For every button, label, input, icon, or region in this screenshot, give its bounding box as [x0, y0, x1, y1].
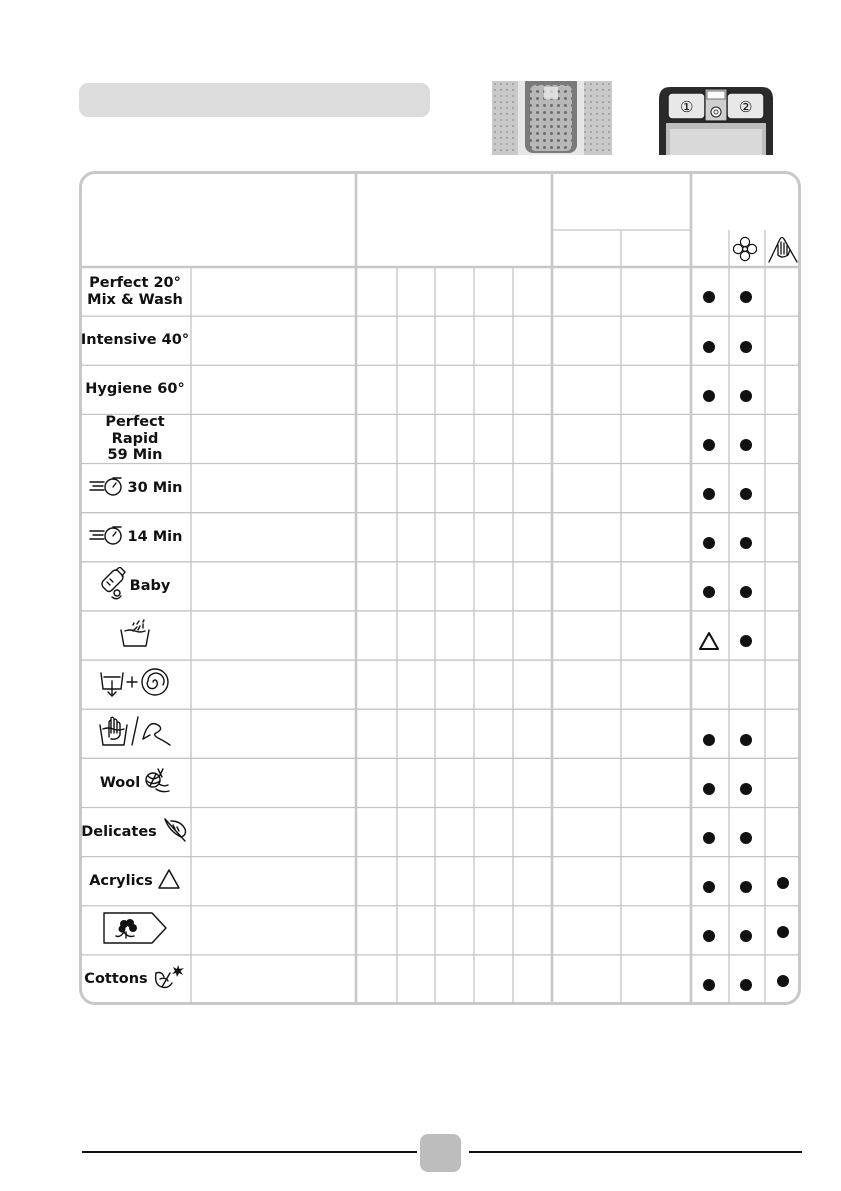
dot-mark: [735, 827, 757, 849]
rinse-tub-icon: [119, 618, 151, 653]
program-name: [100, 775, 140, 792]
dot-mark: [735, 286, 757, 308]
dot-mark: [735, 336, 757, 358]
dot-mark: [735, 385, 757, 407]
program-name-line: Baby: [129, 578, 171, 595]
dot-mark: [698, 483, 720, 505]
cotton-flower-icon: [152, 963, 186, 996]
footer-rule-left: [82, 1151, 417, 1153]
dot-mark: [698, 778, 720, 800]
wool-yarn-icon: [144, 767, 170, 800]
dot-mark: [698, 729, 720, 751]
dot-mark: [698, 434, 720, 456]
footer-rule-right: [469, 1151, 802, 1153]
program-label-handwash-silk: [80, 711, 190, 756]
program-name: [128, 480, 183, 497]
dot-mark: [698, 385, 720, 407]
triangle-outline-icon: [157, 867, 181, 896]
hand-icon: [767, 235, 799, 263]
program-name: [81, 824, 157, 841]
feather-icon: [161, 815, 189, 850]
program-label-drain-spin: [80, 662, 190, 707]
program-label-baby: [80, 564, 190, 609]
program-name-line: Intensive 40°: [80, 332, 190, 349]
program-name: [130, 578, 171, 595]
dot-mark: [698, 286, 720, 308]
handwash-silk-icon: [98, 715, 172, 752]
dot-mark: [772, 921, 794, 943]
program-label-hygiene60: [80, 367, 190, 412]
dot-mark: [698, 336, 720, 358]
program-label-rapid30: [80, 466, 190, 511]
program-name-line: 30 Min: [127, 479, 183, 496]
program-label-cottons: [80, 957, 190, 1002]
program-name-line: 14 Min: [127, 528, 183, 545]
program-label-wool: [80, 760, 190, 805]
triangle-mark: [698, 630, 720, 652]
program-name-line: Cottons: [84, 971, 148, 988]
dot-mark: [698, 974, 720, 996]
program-name-line: Acrylics: [89, 872, 153, 889]
dot-mark: [735, 729, 757, 751]
program-name: [81, 332, 189, 349]
program-label-intensive40: [80, 318, 190, 363]
compartment-1-label: ①: [680, 98, 694, 116]
baby-bottle-icon: [100, 567, 126, 606]
program-name-line: Perfect Rapid: [105, 413, 165, 447]
dot-mark: [698, 581, 720, 603]
dot-mark: [735, 532, 757, 554]
program-name-line: Delicates: [81, 823, 157, 840]
eco-cotton-tag-icon: [102, 910, 168, 951]
program-label-acrylics: [80, 859, 190, 904]
dot-mark: [735, 434, 757, 456]
dot-mark: [735, 778, 757, 800]
dot-mark: [698, 532, 720, 554]
program-name: [89, 873, 153, 890]
program-label-rinse: [80, 613, 190, 658]
drain-spin-icon: [99, 667, 171, 702]
dot-mark: [698, 876, 720, 898]
dot-mark: [772, 872, 794, 894]
rapid-clock-icon: [88, 475, 124, 502]
program-label-perfect-rapid: [80, 413, 190, 464]
program-name-line: Mix & Wash: [87, 291, 183, 308]
dot-mark: [735, 630, 757, 652]
rapid-clock-icon: [88, 524, 124, 551]
program-name: [80, 414, 190, 464]
flower-softener-icon: [733, 236, 757, 262]
dot-mark: [772, 970, 794, 992]
dot-mark: [698, 925, 720, 947]
program-name: [128, 529, 183, 546]
program-name: [85, 381, 184, 398]
dot-mark: [698, 827, 720, 849]
program-label-eco-cotton: [80, 908, 190, 953]
program-name-line: Perfect 20°: [89, 274, 181, 291]
page-number-tab: [420, 1134, 461, 1172]
compartment-2-label: ②: [739, 98, 753, 116]
program-label-delicates: [80, 809, 190, 854]
dot-mark: [735, 876, 757, 898]
dot-mark: [735, 581, 757, 603]
dot-mark: [735, 925, 757, 947]
program-label-rapid14: [80, 515, 190, 560]
dot-mark: [735, 974, 757, 996]
program-name-line: Wool: [99, 774, 141, 791]
program-name: [87, 275, 183, 308]
dot-mark: [735, 483, 757, 505]
program-name-line: Hygiene 60°: [85, 381, 185, 398]
program-name: [84, 971, 147, 988]
program-name-line: 59 Min: [107, 447, 163, 464]
program-label-perfect20: [80, 269, 190, 314]
